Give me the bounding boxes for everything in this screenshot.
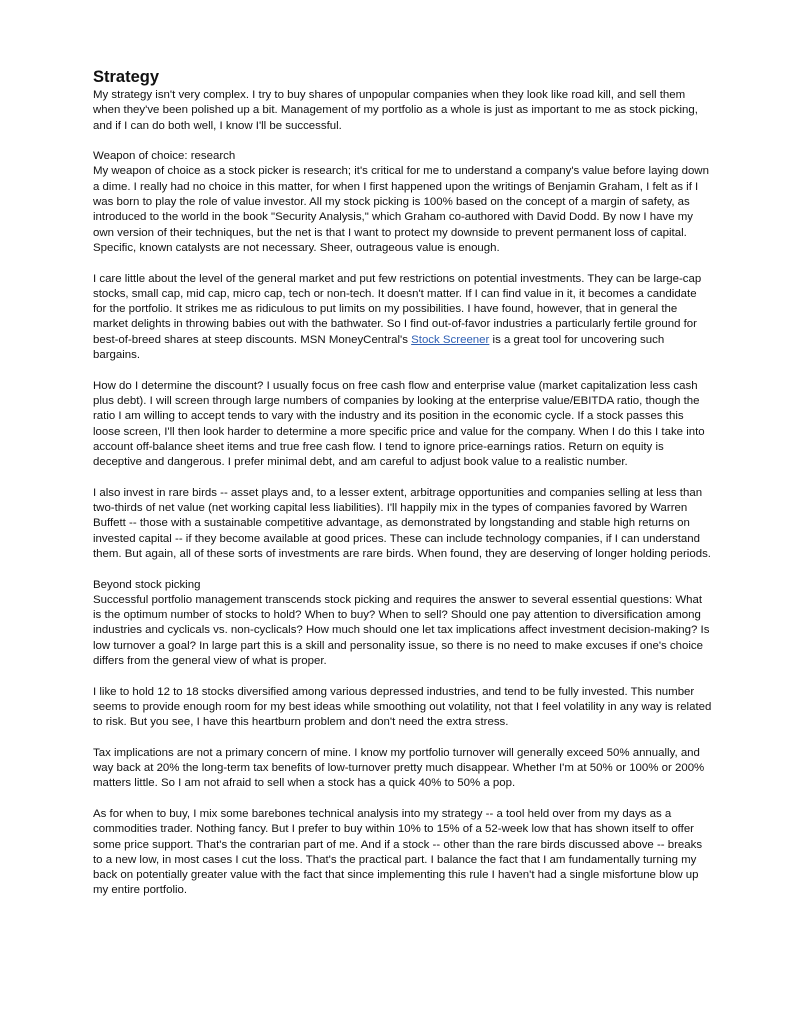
beyond-paragraph-4: As for when to buy, I mix some barebones technical analysis into my strategy -- a tool held over from my days as a commodities trader. Nothing fancy. But I prefer to buy within 10% to 15% of a 52-week low that has shown itself to offer some price support. That's the contrarian part of me. And if a stock -- other than the rare birds discussed above -- breaks to a new low, in most cases I cut the loss. That's the practical part. I balance the fact that I am fundamentally turning my back on potentially greater value with the fact that since implementing this rule I haven't had a single misfortune blow up my entire portfolio. (93, 807, 703, 897)
document-page (93, 66, 713, 899)
stock-screener-link[interactable]: Stock Screener (411, 333, 490, 346)
paragraph-text: is a great tool for uncovering such bargains. (93, 333, 665, 362)
page-title: Strategy (93, 68, 160, 86)
paragraph-text: I care little about the level of the general market and put few restrictions on potential investments. They can be large-cap stocks, small cap, mid cap, micro cap, tech or non-tech. It doesn't matter. If I can find value in it, it becomes a candidate for the portfolio. It strikes me as ridiculous to put limits on my possibilities. I have found, however, that in general the market delights in throwing babies out with the bathwater. So I find out-of-favor industries a particularly fertile ground for best-of-breed shares at steep discounts. MSN MoneyCentral's (93, 272, 702, 346)
section-heading-research: Weapon of choice: research (93, 150, 236, 163)
section-heading-beyond: Beyond stock picking (93, 578, 201, 591)
beyond-paragraph-1: Successful portfolio management transcends stock picking and requires the answer to several essential questions: What is the optimum number of stocks to hold? When to buy? When to sell? Should one pay attention to diversification among industries and cyclicals vs. non-cyclicals? How much should one let tax implications affect investment decision-making? Is low turnover a goal? In large part this is a skill and personality issue, so there is no need to make excuses if one's choice differs from the general view of what is proper. (93, 593, 710, 667)
research-paragraph-2 (93, 272, 713, 364)
intro-paragraph: My strategy isn't very complex. I try to buy shares of unpopular companies when they look like road kill, and sell them when they've been polished up a bit. Management of my portfolio as a whole is just as important to me as stock picking, and if I can do both well, I know I'll be successful. (93, 89, 698, 132)
research-paragraph-3: How do I determine the discount? I usually focus on free cash flow and enterprise value (market capitalization less cash plus debt). I will screen through large numbers of companies by looking at the enterprise value/EBITDA ratio, though the ratio I am willing to accept tends to vary with the industry and its position in the economic cycle. If a stock passes this loose screen, I'll then look harder to determine a more specific price and value for the company. When I do this I take into account off-balance sheet items and true free cash flow. I tend to ignore price-earnings ratios. Return on equity is deceptive and dangerous. I prefer minimal debt, and am careful to adjust book value to a realistic number. (93, 379, 705, 469)
beyond-paragraph-2: I like to hold 12 to 18 stocks diversified among various depressed industries, and tend to be fully invested. This number seems to provide enough room for my best ideas while smoothing out volatility, not that I feel volatility in any way is related to risk. But you see, I have this heartburn problem and don't need the extra stress. (93, 685, 712, 729)
beyond-paragraph-3: Tax implications are not a primary concern of mine. I know my portfolio turnover will generally exceed 50% annually, and way back at 20% the long-term tax benefits of low-turnover pretty much disappear. Whether I'm at 50% or 100% or 200% matters little. So I am not afraid to sell when a stock has a quick 40% to 50% a pop. (93, 746, 705, 790)
research-paragraph-1: My weapon of choice as a stock picker is research; it's critical for me to understand a company's value before laying down a dime. I really had no choice in this matter, for when I first happened upon the writings of Benjamin Graham, I felt as if I was born to play the role of value investor. All my stock picking is 100% based on the concept of a margin of safety, as introduced to the world in the book "Security Analysis," which Graham co-authored with David Dodd. By now I have my own version of their techniques, but the net is that I want to protect my downside to prevent permanent loss of capital. Specific, known catalysts are not necessary. Sheer, outrageous value is enough. (93, 165, 709, 254)
research-paragraph-4: I also invest in rare birds -- asset plays and, to a lesser extent, arbitrage opportunities and companies selling at less than two-thirds of net value (net working capital less liabilities). I'll happily mix in the types of companies favored by Warren Buffett -- those with a sustainable competitive advantage, as demonstrated by longstanding and stable high returns on invested capital -- if they become available at good prices. These can include technology companies, if I can understand them. But again, all of these sorts of investments are rare birds. When found, they are deserving of longer holding periods. (93, 486, 711, 560)
